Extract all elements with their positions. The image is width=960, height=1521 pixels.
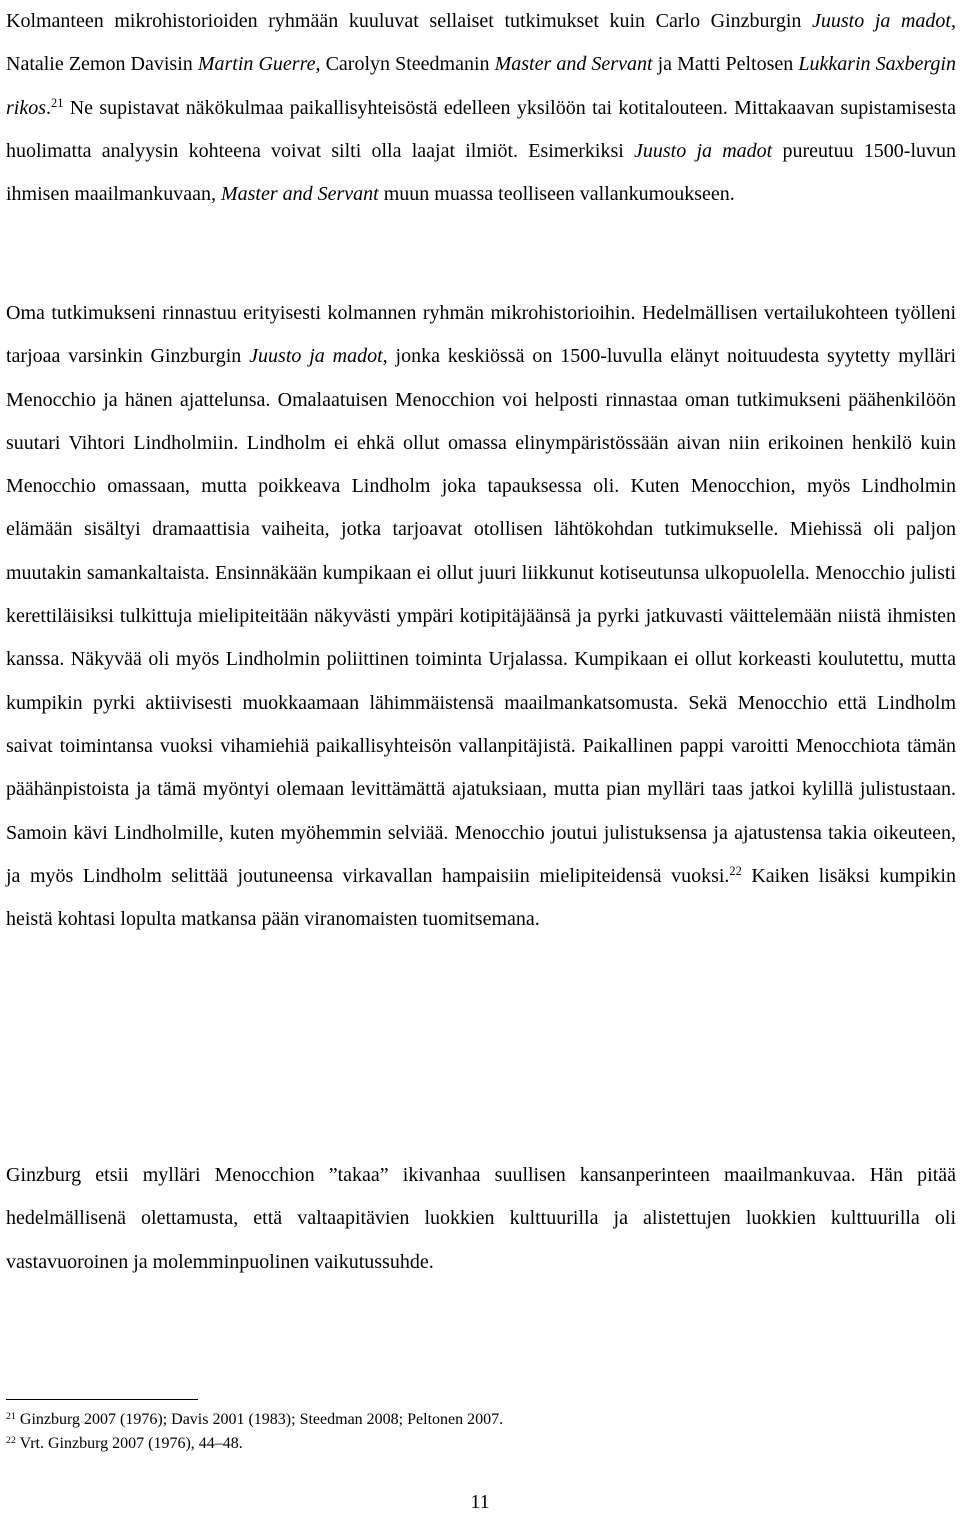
- footnote-number: 21: [6, 1410, 16, 1422]
- italic-title: Juusto ja madot: [812, 10, 951, 32]
- text-run: Kaiken lisäksi kumpikin heistä kohtasi lopulta matkansa pään viranomaisten tuomitsemana.: [6, 864, 956, 931]
- text-run: pureutuu 1500-luvun ihmisen maailmankuvaan,: [6, 139, 957, 206]
- footnote-21: [6, 1408, 946, 1432]
- text-run: muun muassa teolliseen vallankumoukseen.: [378, 183, 735, 206]
- text-run: , jonka keskiössä on 1500-luvulla elänyt noituudesta syytetty mylläri Menocchio ja hänen ajattelunsa. Omalaatuisen Menocchion voi helposti rinnastaa oman tutkimukseni päähenkilöön suutari Vihtori Lindholmiin. Lindholm ei ehkä ollut omassa elinympäristössään aivan niin erikoinen henkilö kuin Menocchio omassaan, mutta poikkeava Lindholm joka tapauksessa oli. Kuten Menocchion, myös Lindholmin elämään sisältyi dramaattisia vaiheita, jotka tarjoavat otollisen lähtökohdan tutkimukselle. Miehissä oli paljon muutakin samankaltaista. Ensinnäkään kumpikaan ei ollut juuri liikkunut kotiseutunsa ulkopuolella. Menocchio julisti kerettiläisiksi tulkittuja mielipiteitään näkyvästi ympäri kotipitäjäänsä ja pyrki jatkuvasti väittelemään niistä ihmisten kanssa. Näkyvää oli myös Lindholmin poliittinen toiminta Urjalassa. Kumpikaan ei ollut korkeasti koulutettu, mutta kumpikin pyrki aktiivisesti muokkaamaan lähimmäistensä maailmankatsomusta. Sekä Menocchio että Lindholm saivat toimintansa vuoksi vihamiehiä paikallisyhteisön vallanpitäjistä. Paikallinen pappi varoitti Menocchiota tämän päähänpistoista ja tämä myöntyi olemaan levittämättä ajatuksiaan, mutta pian mylläri taas jatkoi kylillä julistustaan. Samoin kävi Lindholmille, kuten myöhemmin selviää. Menocchio joutui julistuksensa ja ajatustensa takia oikeuteen, ja myös Lindholm selittää joutuneensa virkavallan hampaisiin mielipiteidensä vuoksi.: [6, 345, 956, 887]
- text-run: , Natalie Zemon Davisin: [6, 10, 956, 76]
- footnote-text: Ginzburg 2007 (1976); Davis 2001 (1983); Steedman 2008; Peltonen 2007.: [15, 1411, 504, 1428]
- page-number: 11: [470, 1491, 490, 1513]
- text-run: .: [46, 96, 51, 119]
- italic-title: Master and Servant: [494, 53, 653, 76]
- footnote-ref[interactable]: 21: [51, 95, 64, 110]
- paragraph-2: [6, 292, 956, 941]
- text-run: Ne supistavat näkökulmaa paikallisyhteisöstä edelleen yksilöön tai kotitalouteen. Mittakaavan supistamisesta huolimatta analyysin kohteena voivat silti olla laajat ilmiöt. Esimerkiksi: [6, 96, 956, 162]
- footnote-22: [6, 1432, 946, 1456]
- text-run: Ginzburg etsii mylläri Menocchion ”takaa” ikivanhaa suullisen kansanperinteen maailmankuvaa. Hän pitää hedelmällisenä olettamusta, että valtaapitävien luokkien kulttuurilla ja alistettujen luokkien kulttuurilla oli vastavuoroinen ja molemminpuolinen vaikutussuhde.: [6, 1164, 956, 1273]
- footnote-divider: [6, 1399, 198, 1400]
- italic-title: Martin Guerre: [197, 53, 316, 76]
- text-run: , Carolyn Steedmanin: [315, 53, 495, 76]
- footnotes: [6, 1408, 946, 1456]
- italic-title: Master and Servant: [220, 183, 379, 206]
- paragraph-3: [6, 1154, 956, 1284]
- paragraph-1: [6, 0, 956, 216]
- footnote-ref[interactable]: 22: [729, 864, 742, 879]
- text-run: Kolmanteen mikrohistorioiden ryhmään kuuluvat sellaiset tutkimukset kuin Carlo Ginzburgin: [6, 10, 813, 32]
- italic-title: Juusto ja madot: [249, 345, 383, 368]
- italic-title: Lukkarin Saxbergin rikos: [6, 53, 956, 119]
- text-run: ja Matti Peltosen: [652, 53, 799, 76]
- text-run: Oma tutkimukseni rinnastuu erityisesti kolmannen ryhmän mikrohistorioihin. Hedelmällisen vertailukohteen työlleni tarjoaa varsinkin Ginzburgin: [6, 302, 956, 368]
- italic-title: Juusto ja madot: [634, 139, 773, 162]
- footnote-number: 22: [6, 1434, 16, 1446]
- footnote-text: Vrt. Ginzburg 2007 (1976), 44–48.: [15, 1435, 243, 1452]
